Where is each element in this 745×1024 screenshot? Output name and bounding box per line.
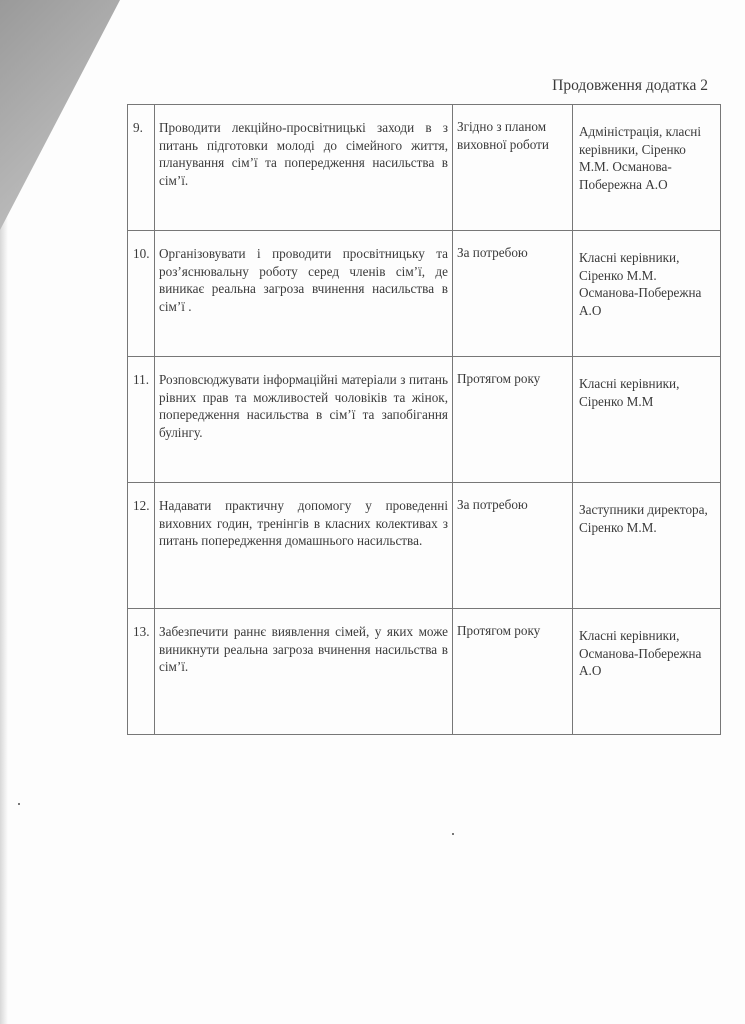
table-row	[128, 357, 721, 483]
row-responsible: Класні керівники, Сіренко М.М. Османова-Побережна А.О	[573, 231, 721, 357]
row-responsible: Заступники директора, Сіренко М.М.	[573, 483, 721, 609]
scan-speck	[18, 803, 20, 805]
row-task: Проводити лекційно-просвітницькі заходи в з питань підготовки молоді до сімейного життя, планування сім’ї та попередження насильства в сім’ї.	[155, 105, 453, 231]
row-term: За потребою	[453, 231, 573, 357]
row-term: За потребою	[453, 483, 573, 609]
row-responsible: Адміністрація, класні керівники, Сіренко М.М. Османова-Побережна А.О	[573, 105, 721, 231]
row-responsible: Класні керівники, Сіренко М.М	[573, 357, 721, 483]
row-term: Згідно з планом виховної роботи	[453, 105, 573, 231]
row-number: 9.	[128, 105, 155, 231]
row-term: Протягом року	[453, 357, 573, 483]
row-task: Організовувати і проводити просвітницьку та роз’яснювальну роботу серед членів сім’ї, де виникає реальна загроза вчинення насильства в сім’ї .	[155, 231, 453, 357]
row-number: 13.	[128, 609, 155, 735]
appendix-caption: Продовження додатка 2	[552, 77, 708, 94]
row-responsible: Класні керівники, Османова-Побережна А.О	[573, 609, 721, 735]
activities-table	[127, 104, 721, 735]
row-term: Протягом року	[453, 609, 573, 735]
row-number: 10.	[128, 231, 155, 357]
row-task: Забезпечити раннє виявлення сімей, у яких може виникнути реальна загроза вчинення насильства в сім’ї.	[155, 609, 453, 735]
table-row	[128, 105, 721, 231]
row-task: Надавати практичну допомогу у проведенні виховних годин, тренінгів в класних колективах з питань попередження домашнього насильства.	[155, 483, 453, 609]
table-row	[128, 231, 721, 357]
table-row	[128, 609, 721, 735]
row-number: 11.	[128, 357, 155, 483]
row-number: 12.	[128, 483, 155, 609]
scan-speck	[452, 833, 454, 835]
scan-shadow	[0, 0, 120, 230]
row-task: Розповсюджувати інформаційні матеріали з питань рівних прав та можливостей чоловіків та жінок, попередження насильства в сім’ї та запобігання булінгу.	[155, 357, 453, 483]
table-row	[128, 483, 721, 609]
